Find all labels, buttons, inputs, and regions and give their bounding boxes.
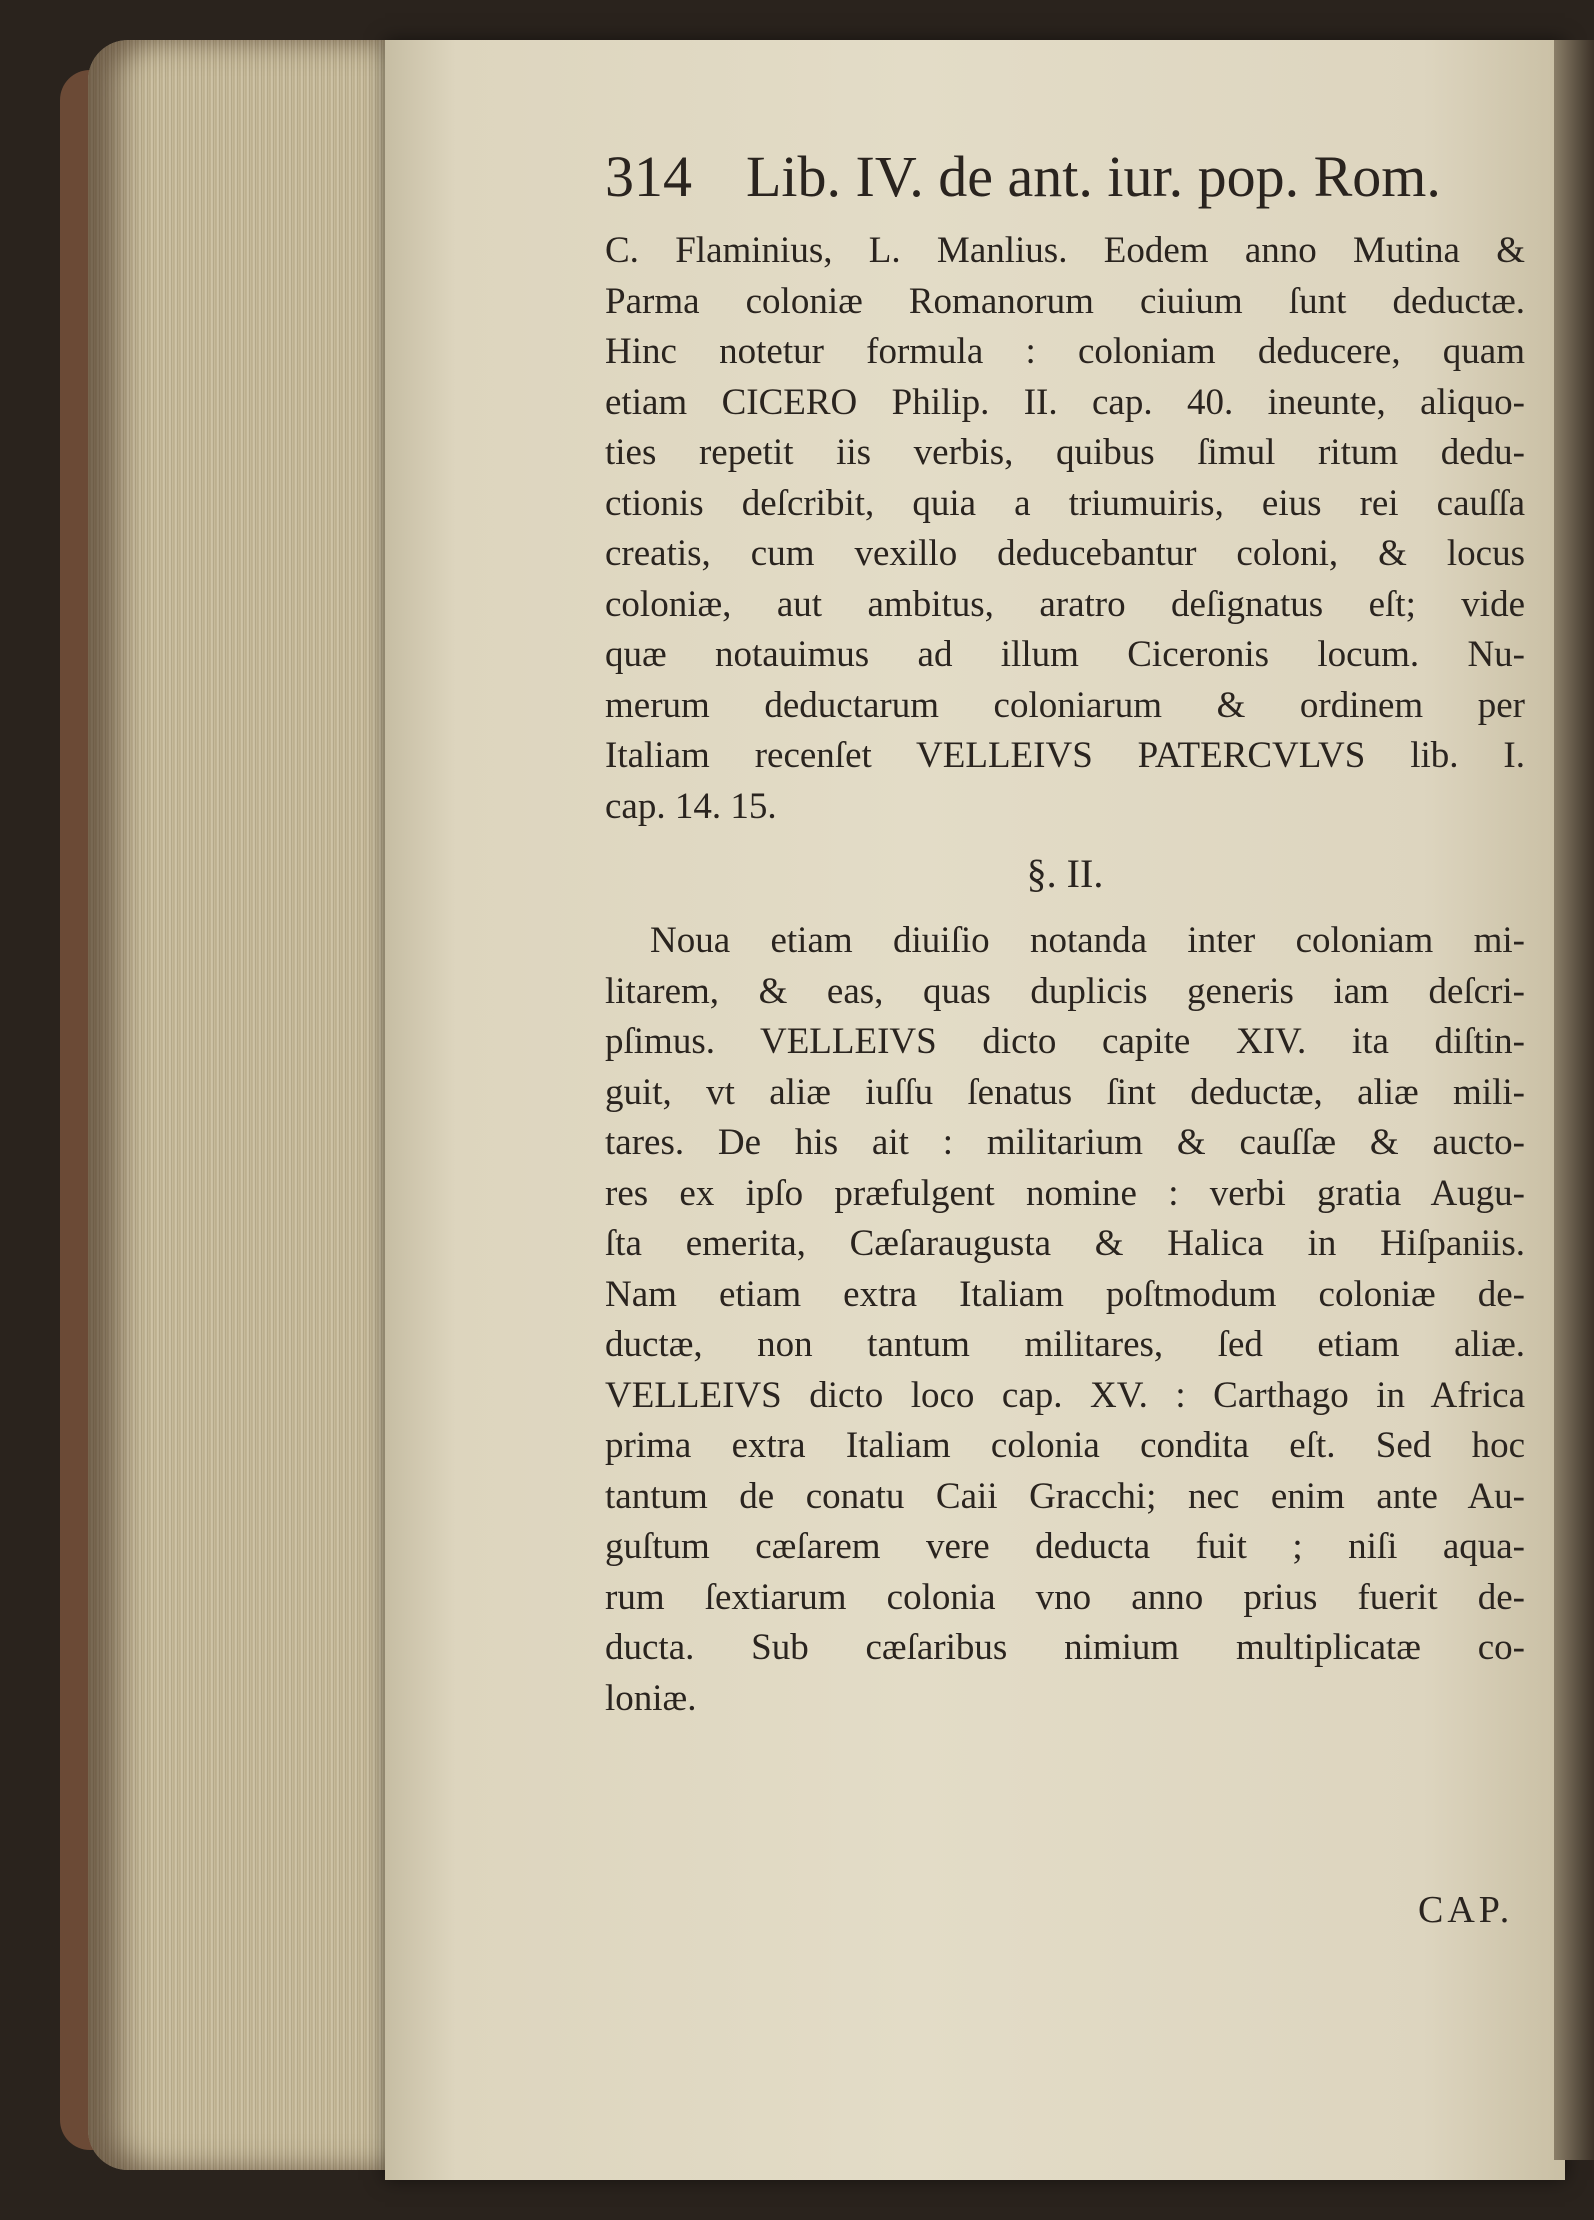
text-line: prima extra Italiam colonia condita eſt. Sed hoc [605,1425,1525,1466]
text-line: coloniæ, aut ambitus, aratro deſignatus eſt; vide [605,583,1525,625]
text-line: loniæ. [605,1677,697,1719]
text-line: Nam etiam extra Italiam poſtmodum coloniæ de- [605,1273,1525,1315]
text-line: Noua etiam diuiſio notanda inter coloniam mi- [650,920,1525,961]
running-head [605,144,1525,209]
text-line: C. Flaminius, L. Manlius. Eodem anno Mutina & [605,230,1525,271]
paragraph-1 [605,226,1525,832]
text-line: rum ſextiarum colonia vno anno prius fuerit de- [605,1576,1525,1618]
paragraph-2 [605,916,1525,1724]
text-line: Hinc notetur formula : coloniam deducere, quam [605,331,1525,372]
text-line: Parma coloniæ Romanorum ciuium ſunt deductæ. [605,280,1525,322]
text-line: ductæ, non tantum militares, ſed etiam aliæ. [605,1324,1525,1365]
text-line: tares. De his ait : militarium & cauſſæ & aucto- [605,1122,1525,1163]
text-line: merum deductarum coloniarum & ordinem per [605,684,1525,726]
text-line: VELLEIVS dicto loco cap. XV. : Carthago in Africa [605,1374,1525,1416]
text-line: ctionis deſcribit, quia a triumuiris, eius rei cauſſa [605,482,1525,524]
text-line: litarem, & eas, quas duplicis generis iam deſcri- [605,970,1525,1012]
text-line: cap. 14. 15. [605,785,777,827]
catchword: CAP. [1418,1889,1514,1931]
text-line: ſta emerita, Cæſaraugusta & Halica in Hiſpaniis. [605,1223,1525,1264]
page-number: 314 [605,144,692,209]
text-line: ties repetit iis verbis, quibus ſimul ritum dedu- [605,432,1525,473]
text-line: tantum de conatu Caii Gracchi; nec enim ante Au- [605,1475,1525,1517]
text-line: pſimus. VELLEIVS dicto capite XIV. ita diſtin- [605,1021,1525,1062]
text-line: Italiam recenſet VELLEIVS PATERCVLVS lib. I. [605,735,1525,776]
text-line: quæ notauimus ad illum Ciceronis locum. Nu- [605,634,1525,675]
text-line: guſtum cæſarem vere deducta fuit ; niſi aqua- [605,1526,1525,1567]
text-line: guit, vt aliæ iuſſu ſenatus ſint deductæ, aliæ mili- [605,1071,1525,1113]
text-line: res ex ipſo præfulgent nomine : verbi gratia Augu- [605,1172,1525,1214]
running-title: Lib. IV. de ant. iur. pop. Rom. [746,144,1441,209]
text-line: etiam CICERO Philip. II. cap. 40. ineunte, aliquo- [605,381,1525,423]
page-edges [88,40,408,2170]
book-gutter [1554,40,1594,2160]
text-line: creatis, cum vexillo deducebantur coloni, & locus [605,533,1525,574]
text-line: ducta. Sub cæſaribus nimium multiplicatæ co- [605,1627,1525,1668]
page-text [605,144,1525,1724]
section-heading: §. II. [1026,851,1104,896]
